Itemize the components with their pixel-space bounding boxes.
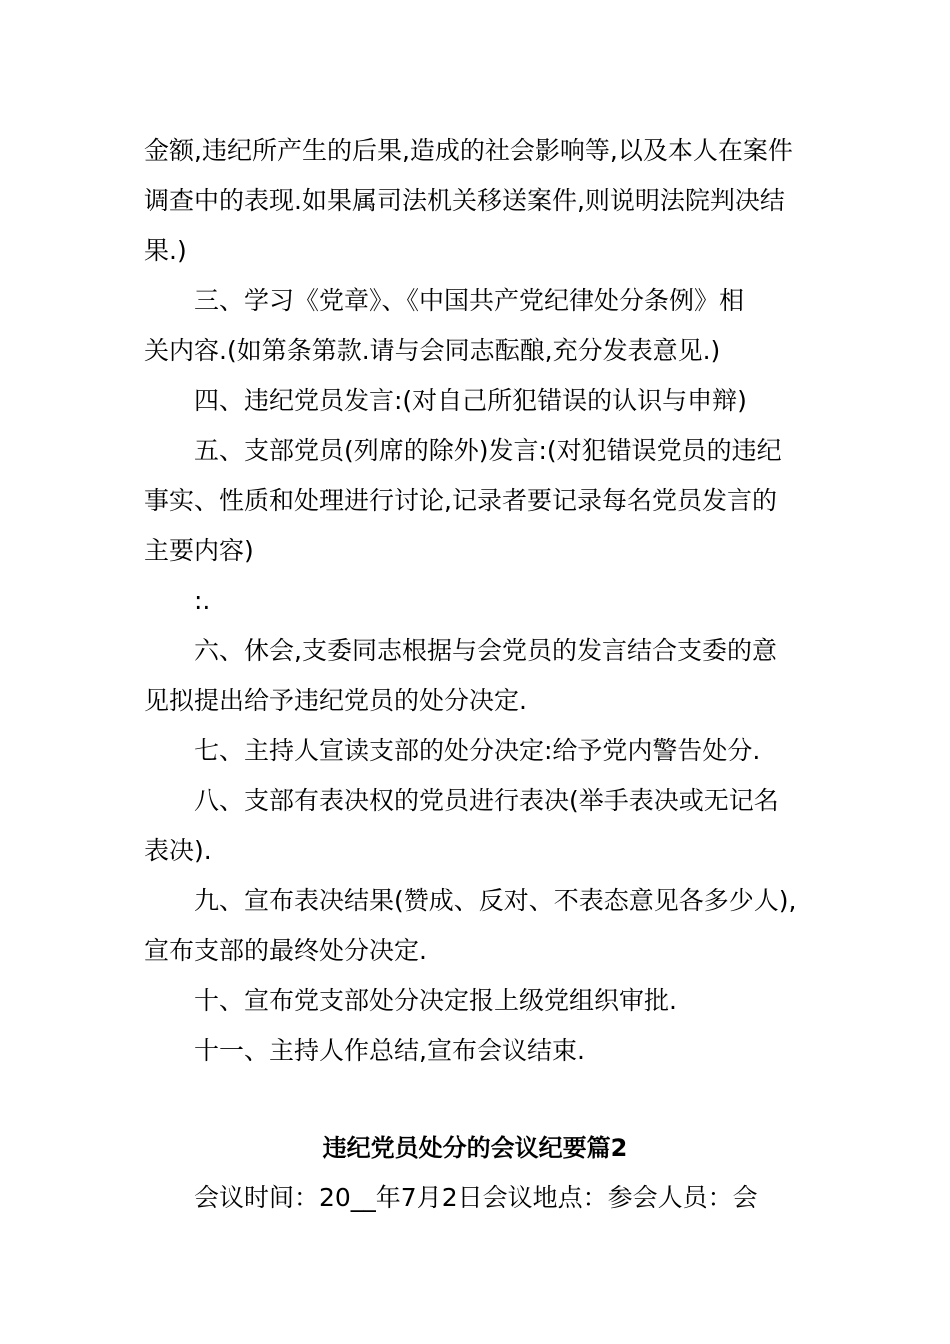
text-line: 五、支部党员(列席的除外)发言:(对犯错误党员的违纪 <box>194 436 782 465</box>
text-line: 调查中的表现.如果属司法机关移送案件,则说明法院判决结 <box>144 186 785 215</box>
section-heading: 违纪党员处分的会议纪要篇2 <box>322 1134 628 1162</box>
text-line: 关内容.(如第条第款.请与会同志酝酿,充分发表意见.) <box>144 336 721 365</box>
text-line: 八、支部有表决权的党员进行表决(举手表决或无记名 <box>194 786 779 815</box>
text-line: 七、主持人宣读支部的处分决定:给予党内警告处分. <box>194 736 761 765</box>
text-line: 宣布支部的最终处分决定. <box>144 936 427 965</box>
text-line: 三、学习《党章》、《中国共产党纪律处分条例》相 <box>194 286 745 315</box>
text-line: 主要内容) <box>144 536 254 565</box>
text-line: 表决). <box>144 836 212 865</box>
text-line: 事实、性质和处理进行讨论,记录者要记录每名党员发言的 <box>144 486 777 515</box>
text-line: 九、宣布表决结果(赞成、反对、不表态意见各多少人), <box>194 886 797 915</box>
text-line: 金额,违纪所产生的后果,造成的社会影响等,以及本人在案件 <box>144 136 793 165</box>
text-line: 六、休会,支委同志根据与会党员的发言结合支委的意 <box>194 636 777 665</box>
text-line: 十一、主持人作总结,宣布会议结束. <box>194 1036 585 1065</box>
text-line: 果.) <box>144 236 187 265</box>
text-line: 四、违纪党员发言:(对自己所犯错误的认识与申辩) <box>194 386 747 415</box>
text-line: 会议时间：20__年7月2日会议地点：参会人员：会 <box>194 1183 758 1212</box>
text-line: :. <box>194 586 211 615</box>
text-line: 十、宣布党支部处分决定报上级党组织审批. <box>194 986 677 1015</box>
text-line: 见拟提出给予违纪党员的处分决定. <box>144 686 527 715</box>
